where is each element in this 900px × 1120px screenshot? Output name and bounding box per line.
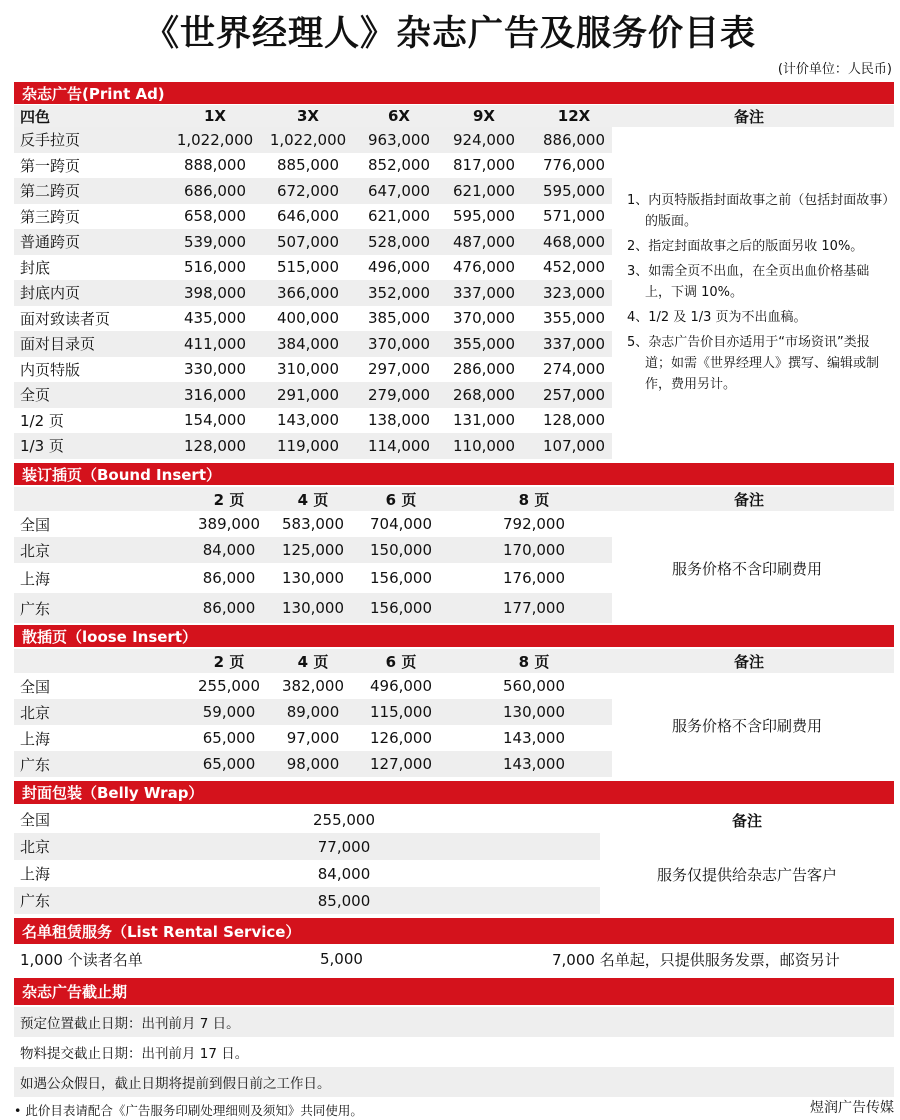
row-label: 广东 — [20, 755, 51, 774]
price-cell: 355,000 — [452, 334, 516, 353]
price-cell: 435,000 — [183, 309, 247, 328]
price-cell: 924,000 — [452, 130, 516, 149]
price-cell: 496,000 — [369, 677, 433, 695]
price-cell: 84,000 — [317, 864, 371, 883]
price-cell: 130,000 — [281, 569, 345, 587]
row-label: 上海 — [20, 569, 51, 588]
table-row — [14, 357, 612, 383]
price-cell: 170,000 — [502, 541, 566, 559]
price-cell: 411,000 — [183, 334, 247, 353]
price-cell: 595,000 — [542, 181, 606, 200]
table-row — [14, 887, 600, 914]
price-cell: 138,000 — [367, 411, 431, 430]
table-row — [14, 537, 612, 563]
brand-watermark: 煜润广告传媒 — [810, 1100, 894, 1116]
footer-note: • 此价目表请配合《广告服务印刷处理细则及须知》共同使用。 — [14, 1103, 363, 1118]
price-cell: 571,000 — [542, 207, 606, 226]
column-header: 3X — [296, 107, 319, 125]
price-cell: 127,000 — [369, 755, 433, 773]
price-cell: 156,000 — [369, 569, 433, 587]
column-header: 12X — [557, 107, 591, 125]
row-label: 封底内页 — [20, 284, 81, 303]
row-label: 面对致读者页 — [20, 309, 111, 328]
page-title: 《世界经理人》杂志广告及服务价目表 — [143, 14, 756, 54]
price-cell: 286,000 — [452, 360, 516, 379]
table-row — [14, 382, 612, 408]
column-header: 2 页 — [213, 652, 245, 671]
price-cell: 515,000 — [276, 258, 340, 277]
belly-wrap-note-header: 备注 — [731, 812, 762, 830]
price-cell: 776,000 — [542, 156, 606, 175]
price-cell: 963,000 — [367, 130, 431, 149]
table-row — [14, 408, 612, 434]
deadline-row — [14, 1037, 894, 1067]
price-cell: 382,000 — [281, 677, 345, 695]
column-header: 四色 — [20, 107, 51, 126]
price-cell: 65,000 — [202, 729, 256, 747]
column-header: 6X — [387, 107, 410, 125]
table-row — [14, 178, 612, 204]
column-header: 4 页 — [297, 490, 329, 509]
row-label: 上海 — [20, 729, 51, 748]
column-header: 备注 — [733, 490, 764, 509]
table-row — [14, 593, 612, 623]
price-cell: 119,000 — [276, 436, 340, 455]
price-cell: 143,000 — [276, 411, 340, 430]
price-cell: 886,000 — [542, 130, 606, 149]
table-row — [14, 127, 612, 153]
price-cell: 130,000 — [281, 599, 345, 617]
price-cell: 885,000 — [276, 156, 340, 175]
row-label: 全国 — [20, 811, 51, 829]
deadline-row — [14, 1007, 894, 1037]
note-item: 2、指定封面故事之后的版面另收 10%。 — [627, 239, 864, 254]
price-cell: 539,000 — [183, 232, 247, 251]
table-row — [14, 280, 612, 306]
price-cell: 323,000 — [542, 283, 606, 302]
price-cell: 385,000 — [367, 309, 431, 328]
price-cell: 131,000 — [452, 411, 516, 430]
deadline-text: 物料提交截止日期：出刊前月 17 日。 — [20, 1046, 249, 1062]
price-cell: 297,000 — [367, 360, 431, 379]
price-cell: 86,000 — [202, 599, 256, 617]
price-cell: 355,000 — [542, 309, 606, 328]
price-cell: 154,000 — [183, 411, 247, 430]
row-label: 北京 — [20, 838, 51, 856]
loose_insert-note: 服务价格不含印刷费用 — [671, 717, 822, 735]
column-header: 备注 — [733, 107, 764, 126]
price-cell: 817,000 — [452, 156, 516, 175]
price-cell: 398,000 — [183, 283, 247, 302]
price-cell: 452,000 — [542, 258, 606, 277]
column-header: 8 页 — [518, 490, 550, 509]
note-item: 5、杂志广告价目亦适用于“市场资讯”类报道；如需《世界经理人》撰写、编辑或制作，费用另计。 — [627, 335, 880, 392]
price-cell: 143,000 — [502, 755, 566, 773]
price-cell: 370,000 — [452, 309, 516, 328]
section-header-deadline: 杂志广告截止期 — [14, 978, 894, 1005]
price-cell: 400,000 — [276, 309, 340, 328]
row-label: 面对目录页 — [20, 335, 96, 354]
price-cell: 852,000 — [367, 156, 431, 175]
price-cell: 647,000 — [367, 181, 431, 200]
row-label: 广东 — [20, 599, 51, 618]
deadline-text: 预定位置截止日期：出刊前月 7 日。 — [20, 1016, 240, 1032]
price-cell: 646,000 — [276, 207, 340, 226]
price-cell: 128,000 — [183, 436, 247, 455]
price-cell: 110,000 — [452, 436, 516, 455]
price-cell: 130,000 — [502, 703, 566, 721]
table-row — [14, 255, 612, 281]
row-label: 广东 — [20, 892, 51, 910]
price-cell: 176,000 — [502, 569, 566, 587]
table-row — [14, 860, 600, 887]
table-row — [14, 306, 612, 332]
loose_insert-header — [14, 649, 894, 673]
price-cell: 268,000 — [452, 385, 516, 404]
price-cell: 528,000 — [367, 232, 431, 251]
price-cell: 330,000 — [183, 360, 247, 379]
bound_insert-note: 服务价格不含印刷费用 — [671, 560, 822, 578]
price-cell: 583,000 — [281, 515, 345, 533]
table-row — [14, 511, 612, 537]
price-cell: 126,000 — [369, 729, 433, 747]
table-row — [14, 229, 612, 255]
list-rental-item: 1,000 个读者名单 — [20, 950, 143, 969]
price-cell: 507,000 — [276, 232, 340, 251]
row-label: 全国 — [20, 515, 51, 534]
price-cell: 97,000 — [286, 729, 340, 747]
price-cell: 150,000 — [369, 541, 433, 559]
row-label: 封底 — [20, 258, 51, 277]
price-cell: 516,000 — [183, 258, 247, 277]
price-cell: 107,000 — [542, 436, 606, 455]
price-cell: 65,000 — [202, 755, 256, 773]
table-row — [14, 673, 612, 699]
section-header-belly-wrap: 封面包装（Belly Wrap） — [14, 781, 894, 804]
price-cell: 143,000 — [502, 729, 566, 747]
price-cell: 595,000 — [452, 207, 516, 226]
price-cell: 487,000 — [452, 232, 516, 251]
row-label: 上海 — [20, 865, 51, 883]
table-row — [14, 751, 612, 777]
row-label: 第二跨页 — [20, 182, 81, 201]
price-cell: 177,000 — [502, 599, 566, 617]
price-cell: 89,000 — [286, 703, 340, 721]
price-cell: 337,000 — [452, 283, 516, 302]
price-cell: 59,000 — [202, 703, 256, 721]
price-cell: 291,000 — [276, 385, 340, 404]
price-cell: 366,000 — [276, 283, 340, 302]
price-cell: 704,000 — [369, 515, 433, 533]
price-cell: 621,000 — [452, 181, 516, 200]
section-header-print-ad: 杂志广告(Print Ad) — [14, 82, 894, 104]
price-cell: 686,000 — [183, 181, 247, 200]
row-label: 北京 — [20, 541, 51, 560]
price-cell: 114,000 — [367, 436, 431, 455]
price-cell: 115,000 — [369, 703, 433, 721]
column-header: 备注 — [733, 652, 764, 671]
price-cell: 1,022,000 — [176, 130, 254, 149]
price-cell: 370,000 — [367, 334, 431, 353]
column-header: 9X — [472, 107, 495, 125]
row-label: 普通跨页 — [20, 233, 81, 252]
price-cell: 496,000 — [367, 258, 431, 277]
price-cell: 468,000 — [542, 232, 606, 251]
note-item: 4、1/2 及 1/3 页为不出血稿。 — [627, 310, 807, 325]
price-cell: 274,000 — [542, 360, 606, 379]
price-cell: 560,000 — [502, 677, 566, 695]
list-rental-note: 7,000 名单起，只提供服务发票，邮资另计 — [552, 950, 840, 969]
deadline-row — [14, 1067, 894, 1097]
note-item: 3、如需全页不出血，在全页出血价格基础上，下调 10%。 — [627, 264, 870, 300]
row-label: 北京 — [20, 703, 51, 722]
row-label: 全国 — [20, 677, 51, 696]
price-cell: 384,000 — [276, 334, 340, 353]
row-label: 反手拉页 — [20, 131, 81, 150]
price-unit: (计价单位：人民币) — [777, 62, 892, 77]
list-rental-price: 5,000 — [320, 950, 363, 968]
row-label: 全页 — [20, 386, 51, 405]
row-label: 内页特版 — [20, 360, 81, 379]
column-header: 4 页 — [297, 652, 329, 671]
price-cell: 310,000 — [276, 360, 340, 379]
price-cell: 337,000 — [542, 334, 606, 353]
table-row — [14, 563, 612, 593]
column-header: 6 页 — [385, 652, 417, 671]
table-row — [14, 725, 612, 751]
print-ad-notes — [627, 190, 889, 399]
price-cell: 476,000 — [452, 258, 516, 277]
table-row — [14, 204, 612, 230]
row-label: 1/2 页 — [20, 411, 64, 430]
table-row — [14, 699, 612, 725]
price-cell: 352,000 — [367, 283, 431, 302]
price-cell: 86,000 — [202, 569, 256, 587]
price-cell: 888,000 — [183, 156, 247, 175]
price-cell: 255,000 — [312, 810, 376, 829]
belly-wrap-note: 服务仅提供给杂志广告客户 — [656, 866, 837, 884]
price-cell: 77,000 — [317, 837, 371, 856]
price-cell: 156,000 — [369, 599, 433, 617]
section-header-list-rental: 名单租赁服务（List Rental Service） — [14, 918, 894, 944]
table-row — [14, 806, 600, 833]
price-cell: 98,000 — [286, 755, 340, 773]
price-cell: 255,000 — [197, 677, 261, 695]
price-cell: 279,000 — [367, 385, 431, 404]
price-cell: 389,000 — [197, 515, 261, 533]
section-header-bound-insert: 装订插页（Bound Insert） — [14, 463, 894, 485]
row-label: 第一跨页 — [20, 156, 81, 175]
table-row — [14, 331, 612, 357]
price-cell: 621,000 — [367, 207, 431, 226]
price-cell: 316,000 — [183, 385, 247, 404]
price-cell: 125,000 — [281, 541, 345, 559]
price-cell: 84,000 — [202, 541, 256, 559]
price-cell: 128,000 — [542, 411, 606, 430]
row-label: 第三跨页 — [20, 207, 81, 226]
column-header: 1X — [203, 107, 226, 125]
row-label: 1/3 页 — [20, 437, 64, 456]
price-cell: 658,000 — [183, 207, 247, 226]
deadline-text: 如遇公众假日，截止日期将提前到假日前之工作日。 — [20, 1076, 331, 1092]
table-row — [14, 153, 612, 179]
column-header: 2 页 — [213, 490, 245, 509]
section-header-loose-insert: 散插页（loose Insert） — [14, 625, 894, 647]
column-header: 8 页 — [518, 652, 550, 671]
bound_insert-header — [14, 487, 894, 511]
column-header: 6 页 — [385, 490, 417, 509]
price-cell: 85,000 — [317, 891, 371, 910]
price-cell: 1,022,000 — [269, 130, 347, 149]
note-item: 1、内页特版指封面故事之前（包括封面故事）的版面。 — [627, 193, 889, 229]
list-rental-row — [14, 946, 894, 972]
table-row — [14, 433, 612, 459]
price-cell: 672,000 — [276, 181, 340, 200]
print-ad-header — [14, 105, 894, 127]
table-row — [14, 833, 600, 860]
price-cell: 257,000 — [542, 385, 606, 404]
price-cell: 792,000 — [502, 515, 566, 533]
